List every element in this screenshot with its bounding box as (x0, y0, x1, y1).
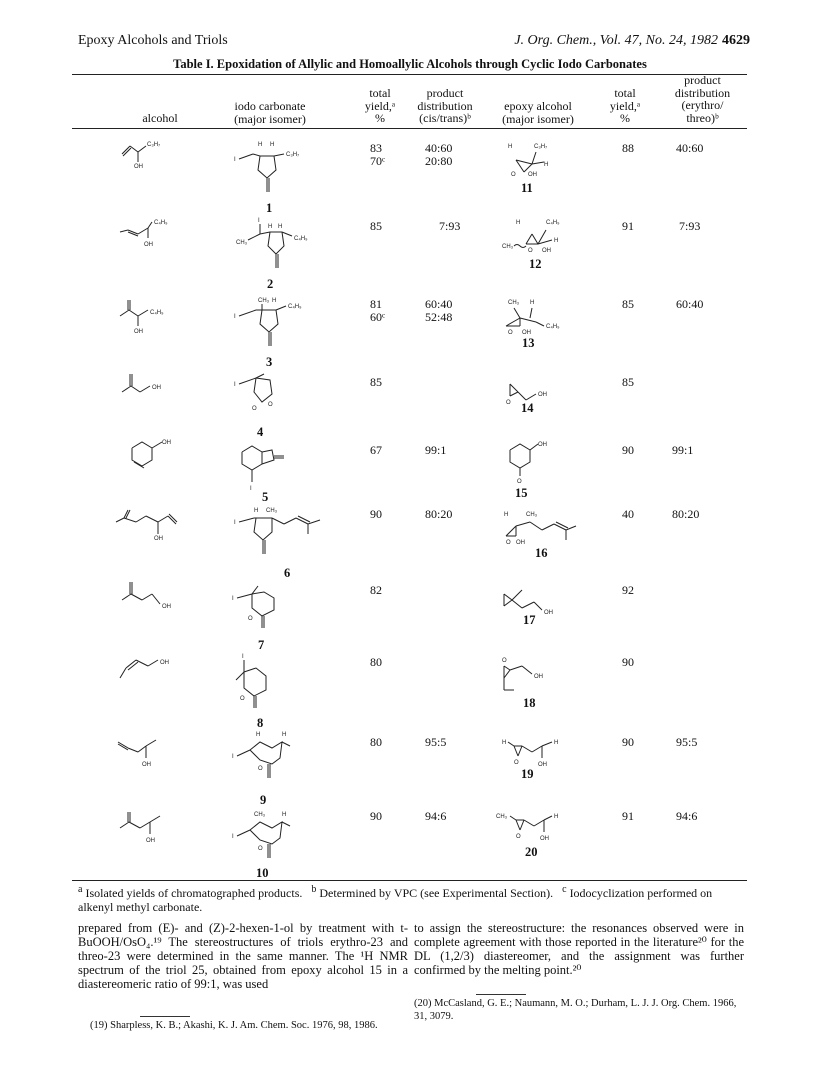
svg-text:O: O (508, 330, 513, 336)
yield-value-alt: 70ᶜ (370, 154, 386, 168)
svg-text:H: H (504, 512, 509, 518)
compound-number: 10 (256, 866, 269, 880)
product-distribution-2: 40:60 (676, 141, 704, 155)
product-distribution-2: 80:20 (672, 507, 700, 521)
distribution-value-alt: 20:80 (425, 154, 453, 168)
distribution-value: 40:60 (425, 141, 453, 155)
svg-text:CH₃: CH₃ (502, 244, 514, 250)
svg-text:O: O (517, 479, 522, 485)
epoxy-alcohol-structure (502, 216, 582, 256)
svg-text:I: I (232, 834, 234, 840)
alcohol-structure (118, 654, 188, 690)
compound-number: 14 (521, 401, 534, 415)
svg-text:H: H (256, 732, 261, 738)
total-yield: 85 (370, 375, 382, 389)
svg-text:H: H (554, 238, 559, 244)
compound-number: 18 (523, 696, 536, 710)
compound-number: 16 (535, 546, 548, 560)
iodo-carbonate-structure (230, 580, 300, 640)
alcohol-structure (122, 438, 182, 478)
total-yield: 67 (370, 443, 382, 457)
total-yield: 85 (370, 219, 382, 233)
footnote-mark: a (78, 884, 83, 895)
yield-value: 83 (370, 141, 382, 155)
col-dist-l3: (cis/trans)ᵇ (419, 111, 471, 125)
svg-text:CH₃: CH₃ (508, 300, 520, 306)
svg-text:O: O (258, 766, 263, 772)
svg-text:OH: OH (146, 838, 155, 844)
distribution-value: 60:40 (425, 297, 453, 311)
svg-text:I: I (242, 654, 244, 660)
compound-number: 6 (284, 566, 291, 580)
product-distribution (425, 298, 452, 324)
yield-value: 81 (370, 297, 382, 311)
compound-number: 17 (523, 613, 536, 627)
col-iodo-l1: iodo carbonate (234, 99, 306, 113)
table-bottom-rule (72, 880, 747, 881)
svg-text:C₃H₇: C₃H₇ (147, 142, 161, 148)
svg-text:O: O (514, 760, 519, 766)
col-dist2-l2: distribution (674, 85, 731, 100)
compound-number: 1 (266, 201, 273, 215)
svg-text:H: H (282, 812, 287, 818)
product-distribution: 95:5 (425, 735, 447, 749)
col-yield2-l1: total (614, 86, 636, 100)
total-yield-2: 90 (622, 735, 634, 749)
col-iodo-l2: (major isomer) (234, 111, 306, 126)
table-caption: Table I. Epoxidation of Allylic and Homoallylic Alcohols through Cyclic Iodo Carbonates (173, 57, 647, 71)
svg-text:OH: OH (134, 164, 143, 170)
compound-number: 5 (262, 490, 269, 504)
epoxy-alcohol-structure (500, 508, 590, 548)
footnote-rule (476, 994, 526, 995)
svg-text:H: H (282, 732, 287, 738)
svg-text:OH: OH (144, 242, 153, 248)
svg-text:C₄H₉: C₄H₉ (294, 236, 308, 242)
svg-text:OH: OH (538, 442, 547, 448)
iodo-carbonate-structure (228, 808, 308, 870)
svg-text:O: O (258, 846, 263, 852)
svg-text:CH₃: CH₃ (254, 812, 266, 818)
table-footnotes (78, 883, 746, 914)
svg-text:H: H (272, 298, 277, 304)
compound-number: 19 (521, 767, 534, 781)
yield-value-alt: 60ᶜ (370, 310, 386, 324)
alcohol-structure (118, 140, 188, 172)
product-distribution: 99:1 (425, 443, 447, 457)
table-top-rule (72, 74, 747, 75)
svg-text:OH: OH (162, 440, 171, 446)
product-distribution: 7:93 (439, 219, 461, 233)
svg-text:OH: OH (522, 330, 531, 336)
col-yield2-l3: % (620, 111, 630, 125)
iodo-carbonate-structure (228, 650, 298, 720)
running-header-journal (514, 33, 750, 49)
compound-number: 12 (529, 257, 542, 271)
total-yield-2: 40 (622, 507, 634, 521)
svg-text:C₄H₉: C₄H₉ (154, 220, 168, 226)
svg-text:H: H (254, 508, 259, 514)
footnote-b: Determined by VPC (see Experimental Section). (319, 886, 554, 900)
svg-text:O: O (268, 402, 273, 408)
iodo-carbonate-structure (228, 370, 298, 426)
col-dist2-l4: threo)ᵇ (686, 110, 719, 125)
svg-text:H: H (270, 142, 275, 148)
footnote-rule (140, 1016, 190, 1017)
compound-number: 8 (257, 716, 264, 730)
col-alcohol: alcohol (142, 111, 178, 125)
product-distribution: 80:20 (425, 507, 453, 521)
product-distribution-2: 94:6 (676, 809, 698, 823)
svg-text:O: O (506, 540, 511, 546)
total-yield: 90 (370, 809, 382, 823)
svg-text:H: H (508, 144, 513, 150)
svg-text:O: O (240, 696, 245, 702)
col-epoxy-l1: epoxy alcohol (504, 99, 572, 113)
col-yield-l3: % (375, 111, 385, 125)
alcohol-structure (118, 218, 188, 250)
compound-number: 3 (266, 355, 273, 369)
svg-text:OH: OH (134, 329, 143, 335)
epoxy-alcohol-structure (506, 440, 566, 484)
footnote-c: Iodocyclization performed on alkenyl methyl carbonate. (78, 886, 713, 914)
product-distribution (425, 142, 452, 168)
alcohol-structure (116, 736, 186, 770)
product-distribution-2: 7:93 (679, 219, 701, 233)
total-yield: 82 (370, 583, 382, 597)
svg-text:H: H (278, 224, 283, 230)
compound-number: 15 (515, 486, 528, 500)
col-yield2-l2: yield,ᵃ (609, 98, 641, 113)
compound-number: 20 (525, 845, 538, 859)
svg-text:H: H (554, 814, 559, 820)
total-yield-2: 91 (622, 809, 634, 823)
col-total-yield-2 (600, 87, 650, 125)
svg-text:H: H (554, 740, 559, 746)
header-bottom-rule (72, 128, 747, 129)
svg-text:O: O (516, 834, 521, 840)
footnote-a: Isolated yields of chromatographed products. (85, 886, 303, 900)
iodo-carbonate-structure (228, 506, 338, 568)
col-dist-l1: product (426, 86, 464, 100)
svg-text:OH: OH (152, 385, 161, 391)
col-dist-l2: distribution (417, 98, 473, 113)
svg-text:C₄H₉: C₄H₉ (150, 310, 164, 316)
svg-text:H: H (268, 224, 273, 230)
svg-text:I: I (234, 314, 236, 320)
compound-number: 11 (521, 181, 533, 195)
page-number: 4629 (722, 33, 750, 48)
svg-text:H: H (530, 300, 535, 306)
total-yield: 80 (370, 655, 382, 669)
svg-text:O: O (502, 658, 507, 664)
svg-text:H: H (516, 220, 521, 226)
compound-number: 7 (258, 638, 265, 652)
col-yield-l1: total (369, 86, 391, 100)
col-product-distribution-2 (655, 74, 750, 124)
epoxy-alcohol-structure (500, 296, 570, 336)
epoxy-alcohol-structure (506, 378, 566, 406)
svg-text:C₄H₉: C₄H₉ (288, 304, 302, 310)
svg-text:C₄H₉: C₄H₉ (546, 220, 560, 226)
reference-20: (20) McCasland, G. E.; Naumann, M. O.; Durham, L. J. J. Org. Chem. 1966, 31, 3079. (414, 998, 737, 1022)
total-yield-2: 85 (622, 375, 634, 389)
col-total-yield (355, 87, 405, 125)
epoxy-alcohol-structure (506, 140, 576, 180)
svg-text:C₃H₇: C₃H₇ (286, 152, 300, 158)
svg-text:H: H (258, 142, 263, 148)
svg-text:OH: OH (538, 392, 547, 398)
footnote-mark: b (311, 884, 317, 895)
epoxy-alcohol-structure (500, 654, 560, 694)
svg-text:CH₃: CH₃ (258, 298, 270, 304)
svg-text:I: I (234, 520, 236, 526)
svg-text:H: H (502, 740, 507, 746)
epoxy-alcohol-structure (500, 586, 570, 616)
total-yield-2: 90 (622, 655, 634, 669)
journal-citation: J. Org. Chem., Vol. 47, No. 24, 1982 (514, 33, 718, 48)
svg-text:OH: OH (142, 762, 151, 768)
svg-text:CH₃: CH₃ (496, 814, 508, 820)
svg-text:C₃H₇: C₃H₇ (534, 144, 548, 150)
col-dist2-l3: (erythro/ (681, 98, 724, 112)
iodo-carbonate-structure (230, 214, 320, 276)
total-yield-2: 92 (622, 583, 634, 597)
svg-text:H: H (544, 162, 549, 168)
svg-text:OH: OH (516, 540, 525, 546)
alcohol-structure (118, 296, 188, 336)
svg-text:OH: OH (154, 536, 163, 542)
svg-text:OH: OH (160, 660, 169, 666)
total-yield-2: 85 (622, 297, 634, 311)
svg-text:O: O (252, 406, 257, 412)
svg-text:OH: OH (538, 762, 547, 768)
col-yield-l2: yield,ᵃ (364, 98, 396, 113)
product-distribution-2: 60:40 (676, 297, 704, 311)
svg-text:I: I (250, 486, 252, 492)
compound-number: 2 (267, 277, 274, 291)
svg-text:I: I (232, 596, 234, 602)
total-yield: 90 (370, 507, 382, 521)
svg-text:C₄H₉: C₄H₉ (546, 324, 560, 330)
product-distribution-2: 95:5 (676, 735, 698, 749)
svg-text:CH₃: CH₃ (236, 240, 248, 246)
svg-text:O: O (511, 172, 516, 178)
iodo-carbonate-structure (228, 294, 318, 356)
footnote-mark: c (562, 884, 567, 895)
svg-text:OH: OH (534, 674, 543, 680)
total-yield (370, 298, 385, 324)
svg-text:O: O (528, 248, 533, 254)
svg-text:O: O (248, 616, 253, 622)
alcohol-structure (120, 372, 180, 402)
total-yield (370, 142, 385, 168)
svg-text:OH: OH (162, 604, 171, 610)
col-product-distribution (405, 87, 485, 125)
reference-19: (19) Sharpless, K. B.; Akashi, K. J. Am. Chem. Soc. 1976, 98, 1986. (90, 1020, 378, 1031)
running-header-title: Epoxy Alcohols and Triols (78, 33, 228, 48)
col-epoxy-l2: (major isomer) (502, 111, 574, 126)
compound-number: 4 (257, 425, 264, 439)
iodo-carbonate-structure (228, 140, 318, 202)
col-dist2-l1: product (684, 73, 721, 87)
compound-number: 9 (260, 793, 267, 807)
total-yield: 80 (370, 735, 382, 749)
epoxy-alcohol-structure (500, 734, 570, 770)
total-yield-2: 90 (622, 443, 634, 457)
svg-text:OH: OH (544, 610, 553, 616)
col-iodo-carbonate (220, 100, 320, 125)
col-epoxy-alcohol (488, 100, 588, 125)
compound-number: 13 (522, 336, 535, 350)
svg-text:I: I (234, 382, 236, 388)
product-distribution: 94:6 (425, 809, 447, 823)
svg-text:I: I (232, 754, 234, 760)
svg-text:CH₃: CH₃ (526, 512, 538, 518)
epoxy-alcohol-structure (496, 808, 576, 844)
svg-text:I: I (258, 218, 260, 224)
svg-text:OH: OH (542, 248, 551, 254)
total-yield-2: 91 (622, 219, 634, 233)
iodo-carbonate-structure (228, 730, 308, 792)
distribution-value-alt: 52:48 (425, 310, 453, 324)
body-text-left: prepared from (E)- and (Z)-2-hexen-1-ol by treatment with t-BuOOH/OsO₄.¹⁹ The stereostructures of triols erythro-23 and threo-23 were determined in the same manner. The ¹H NMR spectrum of the triol 25, obtained from epoxy alcohol 15 in a diastereomeric ratio of 99:1, was used (78, 921, 408, 991)
svg-text:I: I (234, 157, 236, 163)
total-yield-2: 88 (622, 141, 634, 155)
svg-text:OH: OH (540, 836, 549, 842)
alcohol-structure (114, 508, 194, 548)
body-text-right: to assign the stereostructure: the resonances observed were in complete agreement with those reported in the literature²⁰ for the DL (1,2/3) diastereomer, and the assignment was further confirmed by the melting point.²⁰ (414, 921, 744, 977)
svg-text:OH: OH (528, 172, 537, 178)
alcohol-structure (118, 810, 188, 844)
alcohol-structure (120, 580, 190, 616)
svg-text:O: O (506, 400, 511, 406)
svg-text:CH₃: CH₃ (266, 508, 278, 514)
product-distribution-2: 99:1 (672, 443, 694, 457)
iodo-carbonate-structure (236, 438, 306, 492)
